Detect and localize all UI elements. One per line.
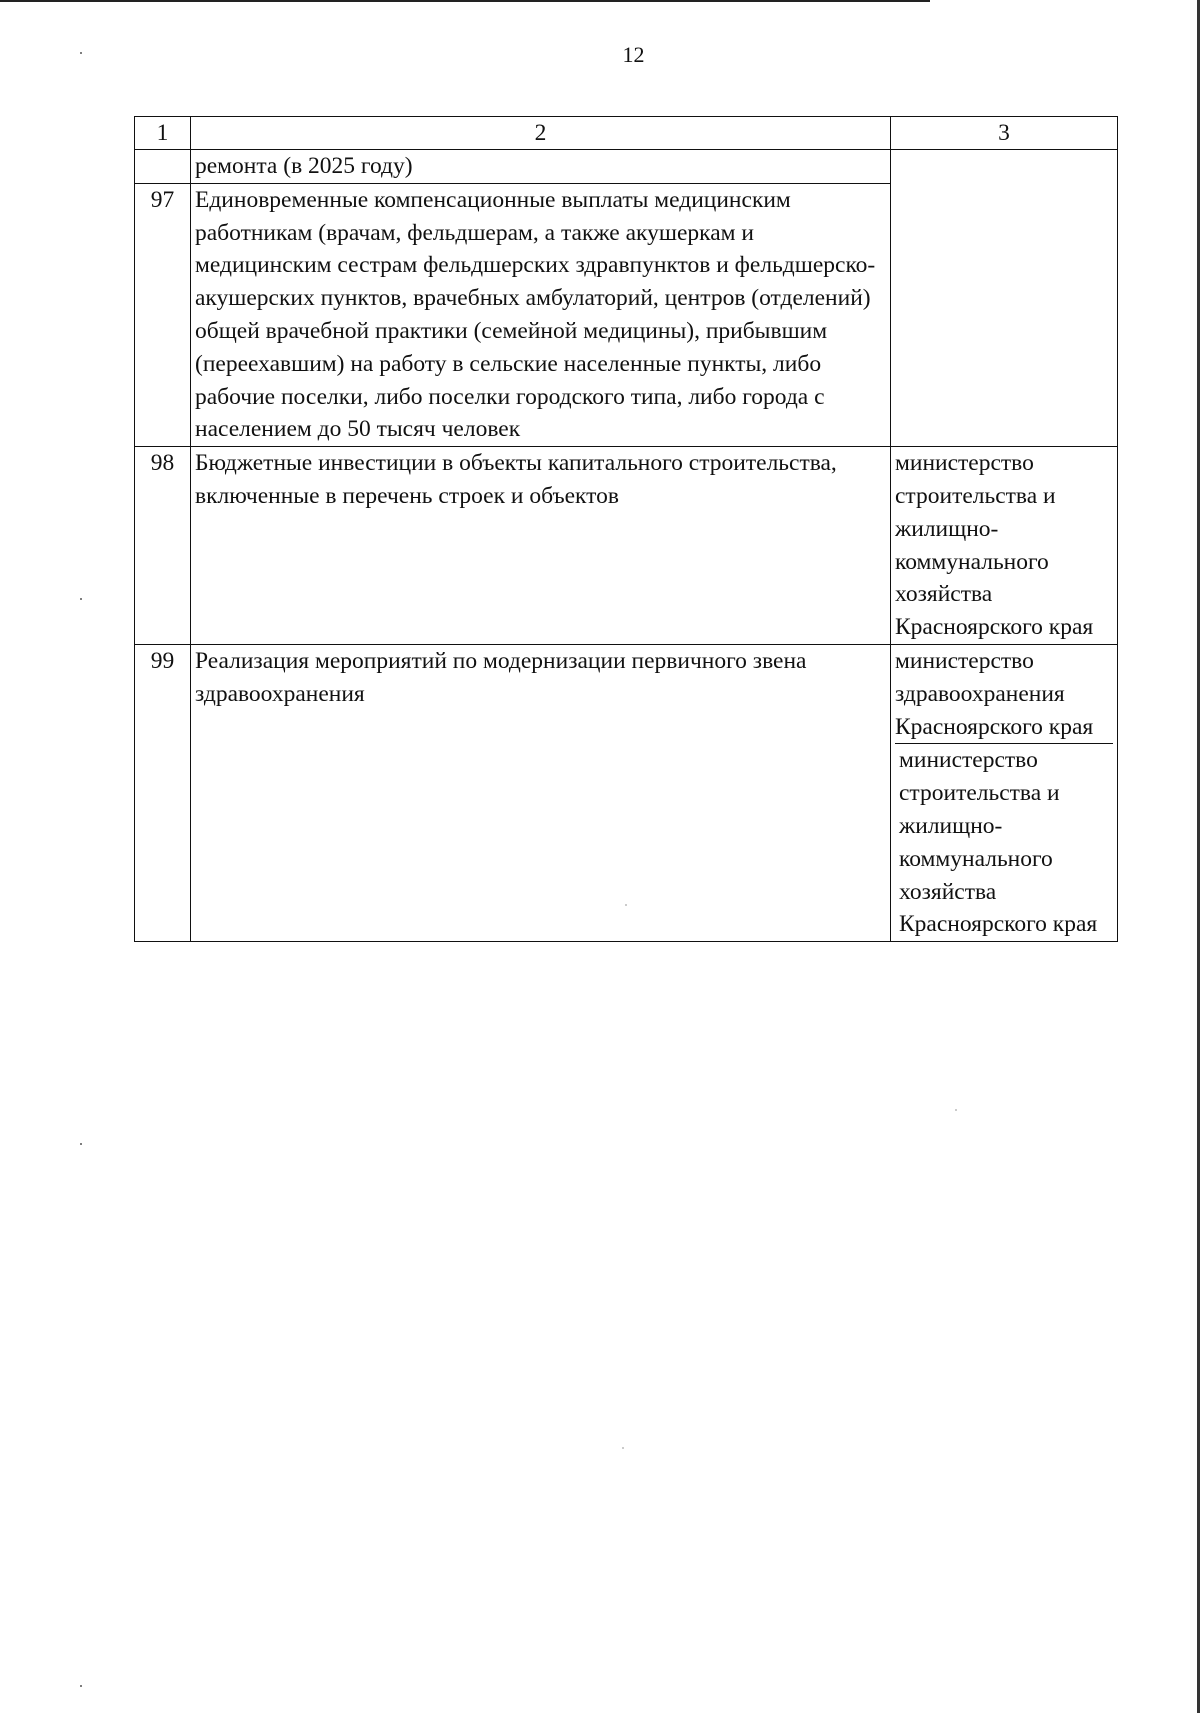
row-description: Реализация мероприятий по модернизации первичного звена здравоохранения xyxy=(191,644,891,941)
row-description: Бюджетные инвестиции в объекты капитального строительства, включенные в перечень строек и объектов xyxy=(191,447,891,645)
responsible-cell: министерство строительства и жилищно-коммунального хозяйства Красноярского края xyxy=(891,447,1118,645)
row-number-cell xyxy=(135,150,191,184)
table-row xyxy=(135,447,1118,645)
scan-speck xyxy=(955,1109,957,1111)
scan-speck xyxy=(622,1447,624,1449)
row-number: 97 xyxy=(135,183,191,446)
scan-edge-top xyxy=(0,0,930,2)
table-header-row xyxy=(135,117,1118,150)
responsible-entry: министерство здравоохранения Красноярского края xyxy=(895,647,1094,740)
scan-speck xyxy=(80,598,82,600)
scan-speck xyxy=(80,1685,82,1687)
row-description: Единовременные компенсационные выплаты медицинским работникам (врачам, фельдшерам, а также акушеркам и медицинским сестрам фельдшерских здравпунктов и фельдшерско-акушерских пунктов, врачебных амбулаторий, центров (отделений) общей врачебной практики (семейной медицины), прибывшим (переехавшим) на работу в сельские населенные пункты, либо рабочие поселки, либо поселки городского типа, либо города с населением до 50 тысяч человек xyxy=(191,183,891,446)
column-header: 3 xyxy=(891,117,1118,150)
table-row-continuation xyxy=(135,150,1118,184)
responsible-cell xyxy=(891,644,1118,941)
row-number: 99 xyxy=(135,644,191,941)
column-header: 1 xyxy=(135,117,191,150)
document-table xyxy=(134,116,1118,942)
table-row xyxy=(135,644,1118,941)
responsible-cell xyxy=(891,150,1118,447)
row-number: 98 xyxy=(135,447,191,645)
page-number: 12 xyxy=(622,42,645,67)
column-header: 2 xyxy=(191,117,891,150)
continuation-text: ремонта (в 2025 году) xyxy=(191,150,891,184)
scan-speck xyxy=(80,1143,82,1145)
responsible-entry: министерство строительства и жилищно-коммунального хозяйства Красноярского края xyxy=(895,743,1113,941)
